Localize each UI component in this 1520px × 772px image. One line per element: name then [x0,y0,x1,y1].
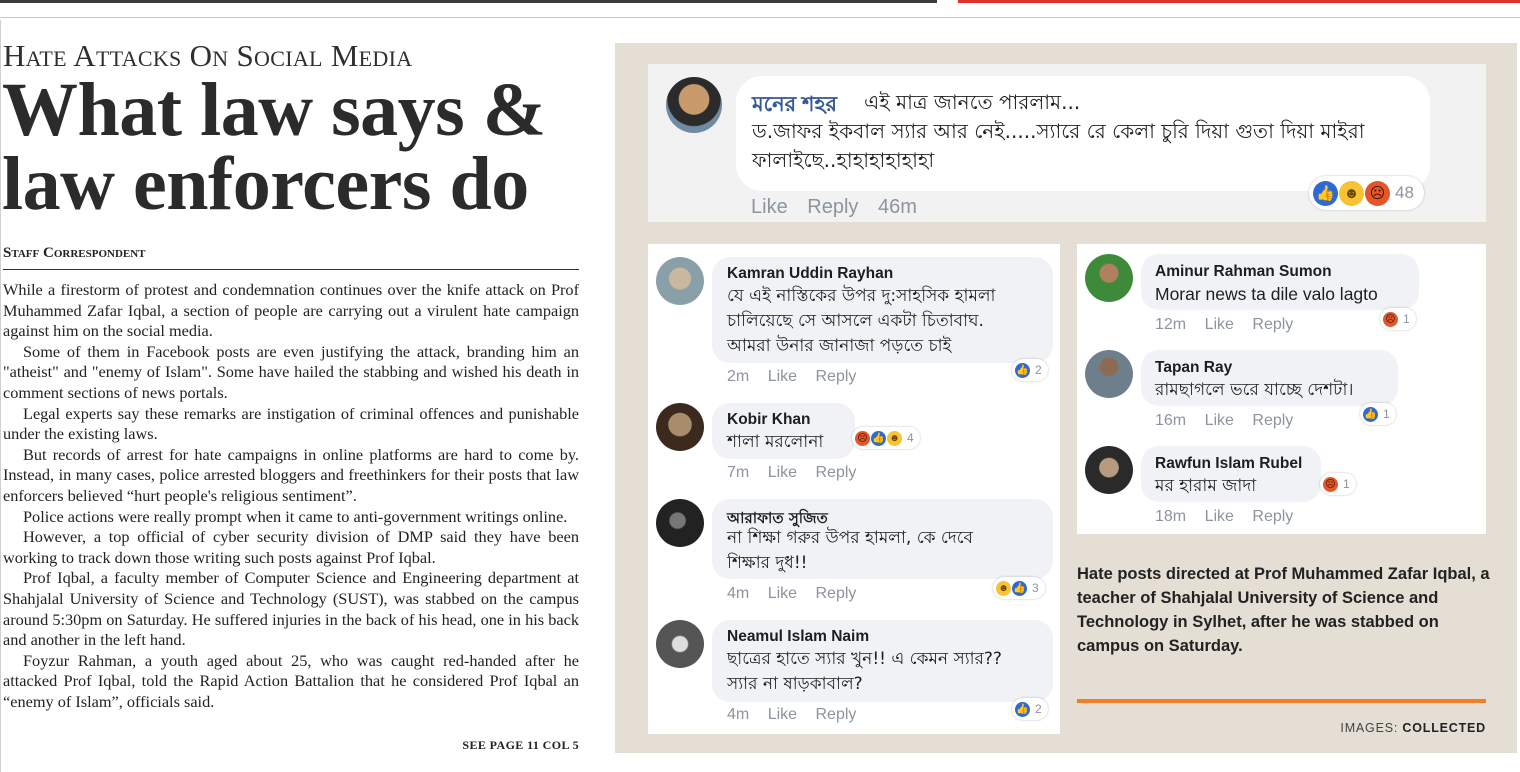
reaction-count: 2 [1035,702,1042,716]
article-body [3,280,579,712]
top-post-actions [751,196,931,219]
angry-icon: ☹ [1383,312,1398,327]
reaction-count: 2 [1035,363,1042,377]
angry-icon: ☹ [1323,477,1338,492]
like-icon: 👍 [1364,408,1377,420]
avatar [666,77,722,133]
comment-actions [727,464,870,482]
angry-icon: ☹ [855,431,870,446]
comment-actions [1155,508,1307,526]
top-post-author[interactable]: মনের শহর [752,93,838,116]
avatar [656,499,704,547]
timestamp: 46m [877,196,917,218]
caption-rule [1077,699,1486,703]
like-action[interactable]: Like [1204,508,1234,525]
like-action[interactable]: Like [751,196,788,218]
photo-credit [1077,721,1486,735]
reaction-summary[interactable] [852,427,920,449]
reaction-count: 1 [1403,312,1410,326]
comment-text: রামছাগলে ভরে যাচ্ছে দেশটা। [1155,380,1354,400]
article-kicker: Hate Attacks On Social Media [3,38,413,73]
like-icon: 👍 [1313,181,1338,206]
like-action[interactable]: Like [767,706,798,723]
comment-author[interactable]: Rawfun Islam Rubel [1155,455,1303,472]
reaction-count: 1 [1343,477,1350,491]
timestamp: 16m [1155,412,1187,429]
article-paragraph: Legal experts say these remarks are instigation of criminal offences and punishable under the existing laws. [3,403,579,444]
timestamp: 2m [727,368,750,385]
avatar [656,620,704,668]
haha-icon: ☻ [887,431,902,446]
angry-icon: ☹ [1365,181,1390,206]
reaction-summary[interactable] [1012,359,1048,381]
credit-value: COLLECTED [1402,721,1486,735]
article-paragraph: But records of arrest for hate campaigns in online platforms are hard to come by. Instead, in many cases, police arrested bloggers and freethinkers for their posts that law enforcers believed “hurt people's religious sentiment”. [3,444,579,505]
article-headline: What law says & law enforcers do [2,68,546,226]
like-action[interactable]: Like [767,464,798,481]
reaction-count: 48 [1395,183,1414,202]
comment-text: ছাত্রের হাতে স্যার খুন!! এ কেমন স্যার?? স্যার না ষাড়কাবাল? [727,649,1002,694]
byline-rule [3,269,579,270]
timestamp: 12m [1155,316,1187,333]
reaction-summary[interactable] [1320,473,1356,495]
article-paragraph: While a firestorm of protest and condemnation continues over the knife attack on Prof Muhammed Zafar Iqbal, a section of people are carrying out a virulent hate campaign against him on the social media. [3,280,579,341]
timestamp: 18m [1155,508,1187,525]
comment-author[interactable]: Tapan Ray [1155,359,1233,376]
comment-author[interactable]: Aminur Rahman Sumon [1155,263,1332,280]
reply-action[interactable]: Reply [1252,412,1294,429]
comment-text: মর হারাম জাদা [1155,476,1257,496]
reaction-summary[interactable] [1309,176,1424,210]
comment-author[interactable]: আরাফাত সুজিত [727,509,828,527]
top-rule-thin [0,17,1520,18]
like-icon: 👍 [1016,364,1029,376]
avatar [656,257,704,305]
avatar [656,403,704,451]
article-paragraph: Some of them in Facebook posts are even justifying the attack, branding him an "atheist" and "enemy of Islam". Some have hailed the stabbing and wished his death in comment sections of news portals. [3,341,579,402]
reply-action[interactable]: Reply [1252,316,1294,333]
timestamp: 7m [727,464,750,481]
reply-action[interactable]: Reply [815,706,857,723]
reply-action[interactable]: Reply [815,368,857,385]
avatar [1085,254,1133,302]
reply-action[interactable]: Reply [815,464,857,481]
like-action[interactable]: Like [767,368,798,385]
reaction-summary[interactable] [1012,698,1048,720]
reaction-count: 3 [1032,581,1039,595]
see-page-jump: SEE PAGE 11 COL 5 [462,738,579,752]
comment-author[interactable]: Neamul Islam Naim [727,628,870,645]
like-action[interactable]: Like [1204,316,1234,333]
like-icon: 👍 [1013,582,1026,594]
reply-action[interactable]: Reply [807,196,859,218]
comment-actions [1155,412,1307,430]
avatar [1085,446,1133,494]
reaction-summary[interactable] [993,577,1045,599]
comment-actions [1155,316,1307,334]
reaction-count: 1 [1383,407,1390,421]
like-icon: 👍 [872,432,885,444]
reply-action[interactable]: Reply [815,585,857,602]
comment-actions [727,706,870,724]
top-post-text: এই মাত্র জানতে পারলাম... ড.জাফর ইকবাল স্যার আর নেই.....স্যারে রে কেলা চুরি দিয়া গুতা দিয়া মাইরা ফালাইছে..হাহাহাহাহাহা [752,90,1365,172]
like-icon: 👍 [1016,703,1029,715]
timestamp: 4m [727,706,750,723]
article-paragraph: Prof Iqbal, a faculty member of Computer Science and Engineering department at Shahjalal University of Science and Technology (SUST), was stabbed on the campus around 5:30pm on Saturday. He suffered injuries in the back of his head, one in his back and another in the left hand. [3,568,579,650]
like-action[interactable]: Like [767,585,798,602]
comment-text: শালা মরলোনা [727,432,824,452]
top-rule-dark [0,0,937,3]
left-column-rule [0,20,1,772]
article-paragraph: Police actions were really prompt when it came to anti-government writings online. [23,506,568,526]
reaction-summary[interactable] [1360,403,1396,425]
comment-author[interactable]: Kobir Khan [727,411,811,428]
haha-icon: ☻ [1339,181,1364,206]
haha-icon: ☻ [996,581,1011,596]
reaction-count: 4 [907,431,914,445]
timestamp: 4m [727,585,750,602]
like-action[interactable]: Like [1204,412,1234,429]
article-byline: Staff Correspondent [3,245,146,261]
top-rule-red [958,0,1520,3]
comment-text: না শিক্ষা গরুর উপর হামলা, কে দেবে শিক্ষার দুধ!! [727,528,974,573]
reply-action[interactable]: Reply [1252,508,1294,525]
article-paragraph: However, a top official of cyber security division of DMP said they have been working to track down those writing such posts against Prof Iqbal. [3,527,579,567]
comment-actions [727,368,870,386]
comment-text: Morar news ta dile valo lagto [1155,284,1378,304]
article-paragraph: Foyzur Rahman, a youth aged about 25, who was caught red-handed after he attacked Prof Iqbal, told the Rapid Action Battalion that he considered Prof Iqbal an “enemy of Islam”, officials said. [3,650,579,711]
photo-caption: Hate posts directed at Prof Muhammed Zafar Iqbal, a teacher of Shahjalal University of Science and Technology in Sylhet, after he was stabbed on campus on Saturday. [1077,565,1490,655]
comment-text: যে এই নাস্তিকের উপর দু:সাহসিক হামলা চালিয়েছে সে আসলে একটা চিতাবাঘ. আমরা উনার জানাজা পড়তে চাই [727,286,996,356]
comment-actions [727,585,870,603]
credit-label: IMAGES: [1340,721,1399,735]
reaction-summary[interactable] [1380,308,1416,330]
comment-author[interactable]: Kamran Uddin Rayhan [727,265,894,282]
avatar [1085,350,1133,398]
